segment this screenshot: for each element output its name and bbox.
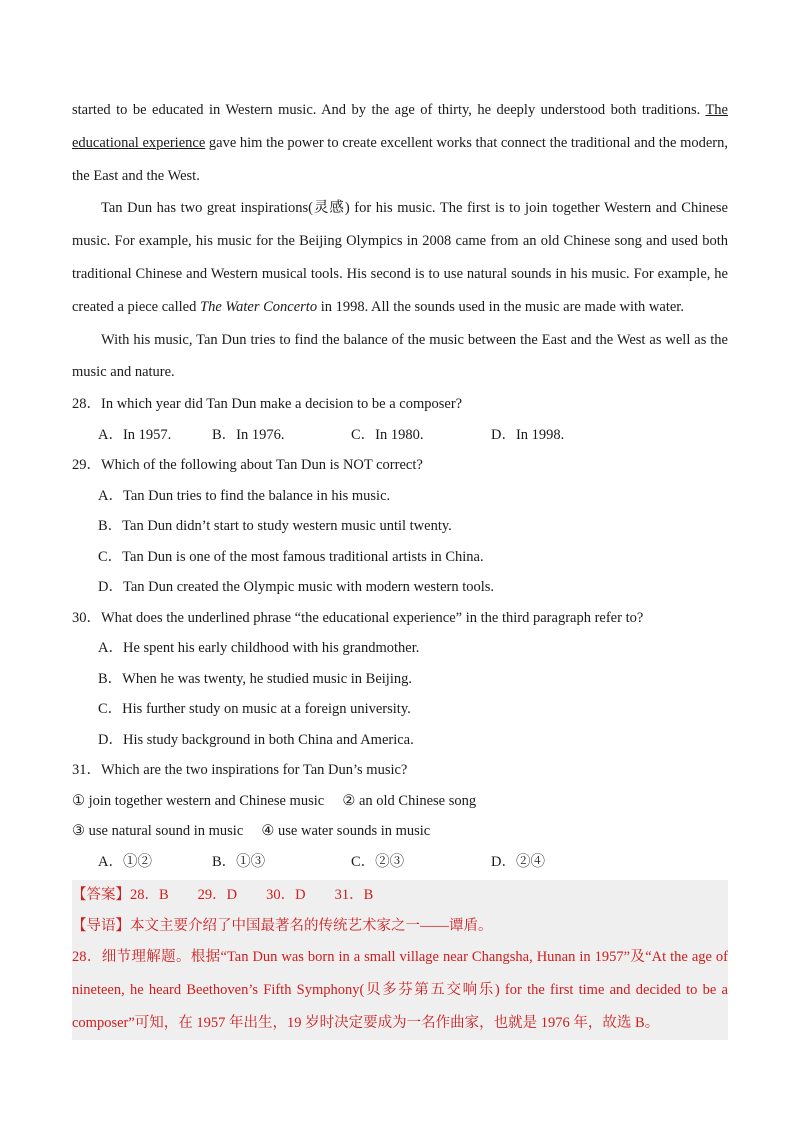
choice-list: ① join together western and Chinese music ② an old Chinese song	[72, 792, 477, 809]
guide-text: 本文主要介绍了中国最著名的传统艺术家之一——谭盾。	[130, 917, 493, 934]
option: B．Tan Dun didn’t start to study western music until twenty.	[98, 518, 452, 535]
underlined-phrase: The educational experience	[72, 102, 728, 151]
option: C．②③	[351, 853, 405, 870]
analysis-text: 28．细节理解题。根据“Tan Dun was born in a small village near Changsha, Hunan in 1957”及“At the age of nineteen, he heard Beethoven’s Fifth Symphony(贝多芬第五交响乐) for the first time and decided to be a composer”可知，在 1957 年出生，19 岁时决定要成为一名作曲家，也就是 1976 年，故选 B。	[72, 949, 728, 1031]
passage-paragraph-1	[72, 94, 728, 192]
option: A．In 1957.	[98, 426, 172, 443]
answer-label: 【答案】	[72, 887, 130, 904]
option: C．Tan Dun is one of the most famous traditional artists in China.	[98, 548, 484, 565]
option: C．His further study on music at a foreign university.	[98, 701, 411, 718]
answer-text: 28．B 29．D 30．D 31．B	[130, 887, 374, 904]
question-options	[72, 847, 728, 878]
passage-text: gave him the power to create excellent works that connect the traditional and the modern, the East and the West.	[72, 134, 728, 184]
option: D．His study background in both China and America.	[98, 731, 414, 748]
passage-text: Tan Dun has two great inspirations(灵感) for his music. The first is to join together Western and Chinese music. For example, his music for the Beijing Olympics in 2008 came from an old Chinese song and used both traditional Chinese and Western musical tools. His second is to use natural sounds in his music. For example, he created a piece called	[72, 200, 728, 315]
document-page	[72, 94, 728, 1040]
question-options	[72, 420, 728, 451]
option: D．In 1998.	[491, 426, 565, 443]
passage-paragraph-3: With his music, Tan Dun tries to find the balance of the music between the East and the West as well as the music and nature.	[72, 331, 728, 381]
question-stem: 29．Which of the following about Tan Dun is NOT correct?	[72, 457, 423, 474]
option: B．When he was twenty, he studied music in Beijing.	[98, 670, 412, 687]
option: A．Tan Dun tries to find the balance in his music.	[98, 487, 391, 504]
answer-section	[72, 880, 728, 1039]
option: B．①③	[212, 853, 266, 870]
option: A．He spent his early childhood with his grandmother.	[98, 640, 420, 657]
guide-line	[72, 911, 728, 942]
choice-list: ③ use natural sound in music ④ use water sounds in music	[72, 823, 431, 840]
option: D．Tan Dun created the Olympic music with modern western tools.	[98, 579, 495, 596]
passage-text: started to be educated in Western music. And by the age of thirty, he deeply understood both traditions.	[72, 102, 706, 118]
option: D．②④	[491, 853, 545, 870]
work-title: The Water Concerto	[200, 298, 318, 315]
option: C．In 1980.	[351, 426, 424, 443]
passage-paragraph-2	[72, 192, 728, 323]
question-stem: 28．In which year did Tan Dun make a decision to be a composer?	[72, 396, 463, 413]
answer-line	[72, 880, 728, 911]
option: B．In 1976.	[212, 426, 285, 443]
question-stem: 31．Which are the two inspirations for Tan Dun’s music?	[72, 762, 408, 779]
option: A．①②	[98, 853, 152, 870]
guide-label: 【导语】	[72, 917, 130, 934]
question-stem: 30．What does the underlined phrase “the educational experience” in the third paragraph refer to?	[72, 609, 644, 626]
passage-text: in 1998. All the sounds used in the music are made with water.	[317, 298, 684, 315]
